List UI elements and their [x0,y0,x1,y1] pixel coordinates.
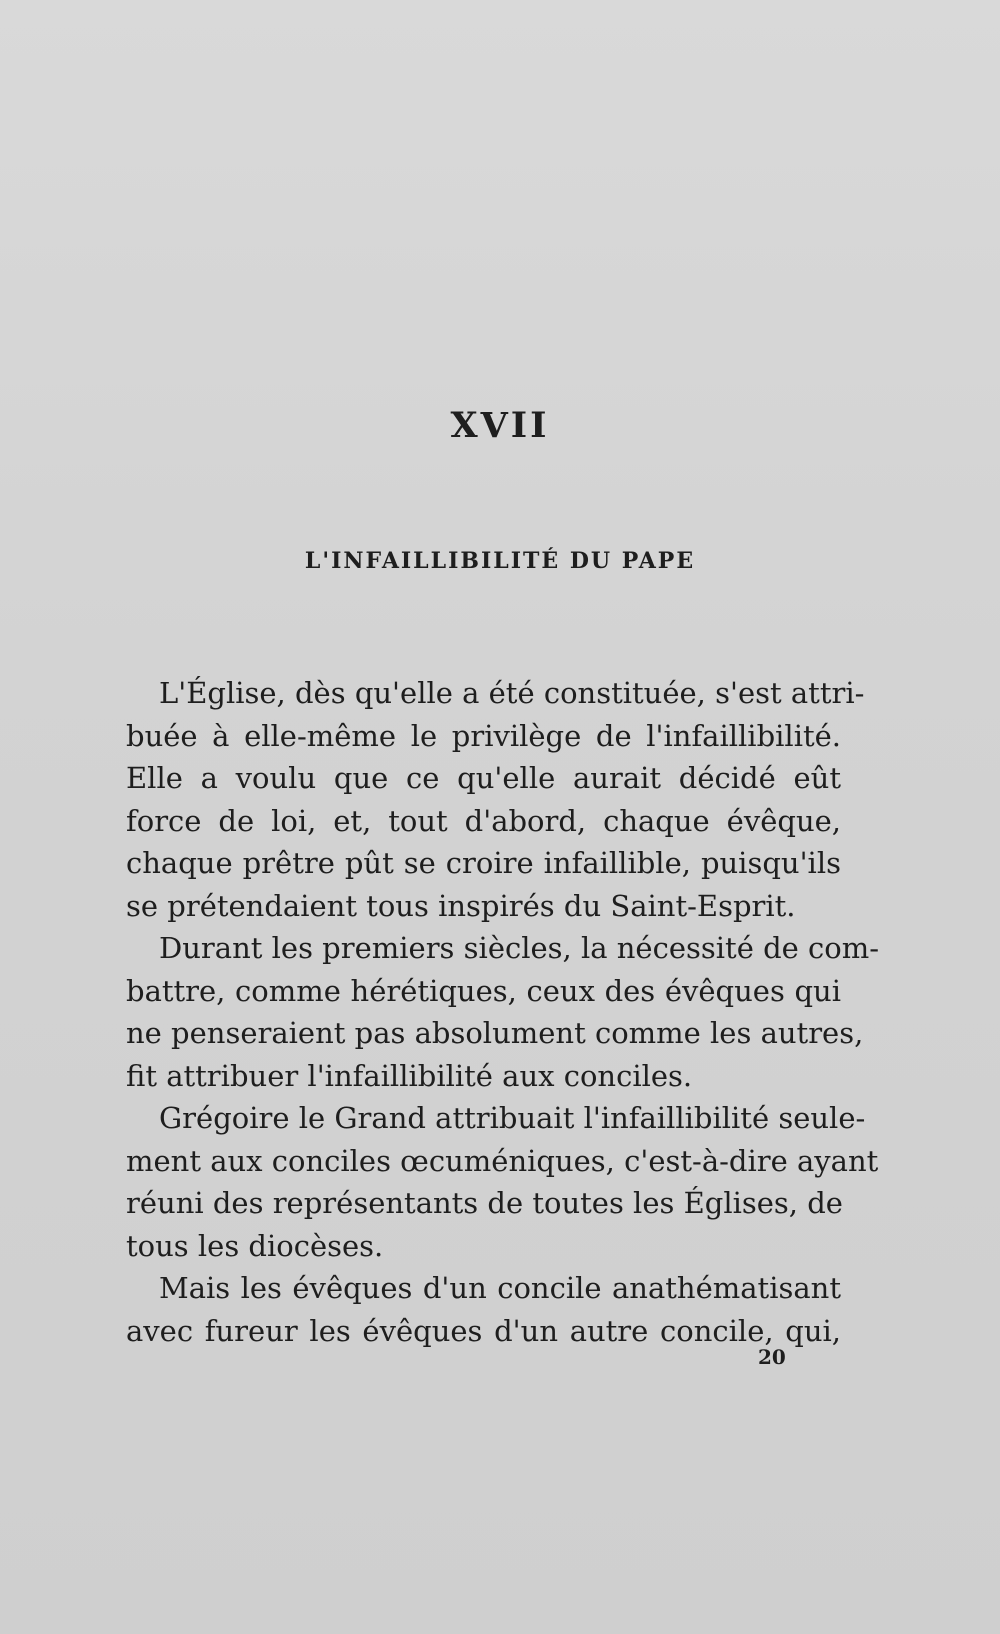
text-line: Elle a voulu que ce qu'elle aurait décidé eût [126,761,841,795]
text-line: Mais les évêques d'un concile anathématisant [159,1271,841,1305]
text-line: buée à elle-même le privilège de l'infaillibilité. [126,718,841,753]
paragraph-2 [126,927,880,1097]
text-line: ne penseraient pas absolument comme les autres, [126,1016,864,1050]
text-line: force de loi, et, tout d'abord, chaque évêque, [126,803,841,838]
body-text [126,672,880,1352]
text-line: Durant les premiers siècles, la nécessité de com- [159,931,880,965]
text-line: réuni des représentants de toutes les Églises, de [126,1186,843,1220]
page-number: 20 [758,1345,786,1369]
text-line: battre, comme hérétiques, ceux des évêques qui [126,973,841,1008]
text-line: se prétendaient tous inspirés du Saint-Esprit. [126,888,796,923]
text-line: ment aux conciles œcuméniques, c'est-à-dire ayant [126,1143,879,1178]
text-line: fit attribuer l'infaillibilité aux conciles. [126,1058,693,1093]
chapter-number: XVII [450,405,550,446]
text-line: tous les diocèses. [126,1228,384,1263]
paragraph-3 [126,1097,879,1267]
text-line: chaque prêtre pût se croire infaillible, puisqu'ils [126,846,841,880]
text-line: avec fureur les évêques d'un autre concile, qui, [126,1313,841,1348]
chapter-title: L'INFAILLIBILITÉ DU PAPE [304,548,696,574]
paragraph-4 [126,1267,841,1352]
text-line: Grégoire le Grand attribuait l'infaillibilité seule- [159,1101,866,1135]
text-line: L'Église, dès qu'elle a été constituée, s'est attri- [159,676,865,710]
paragraph-1 [126,672,865,927]
